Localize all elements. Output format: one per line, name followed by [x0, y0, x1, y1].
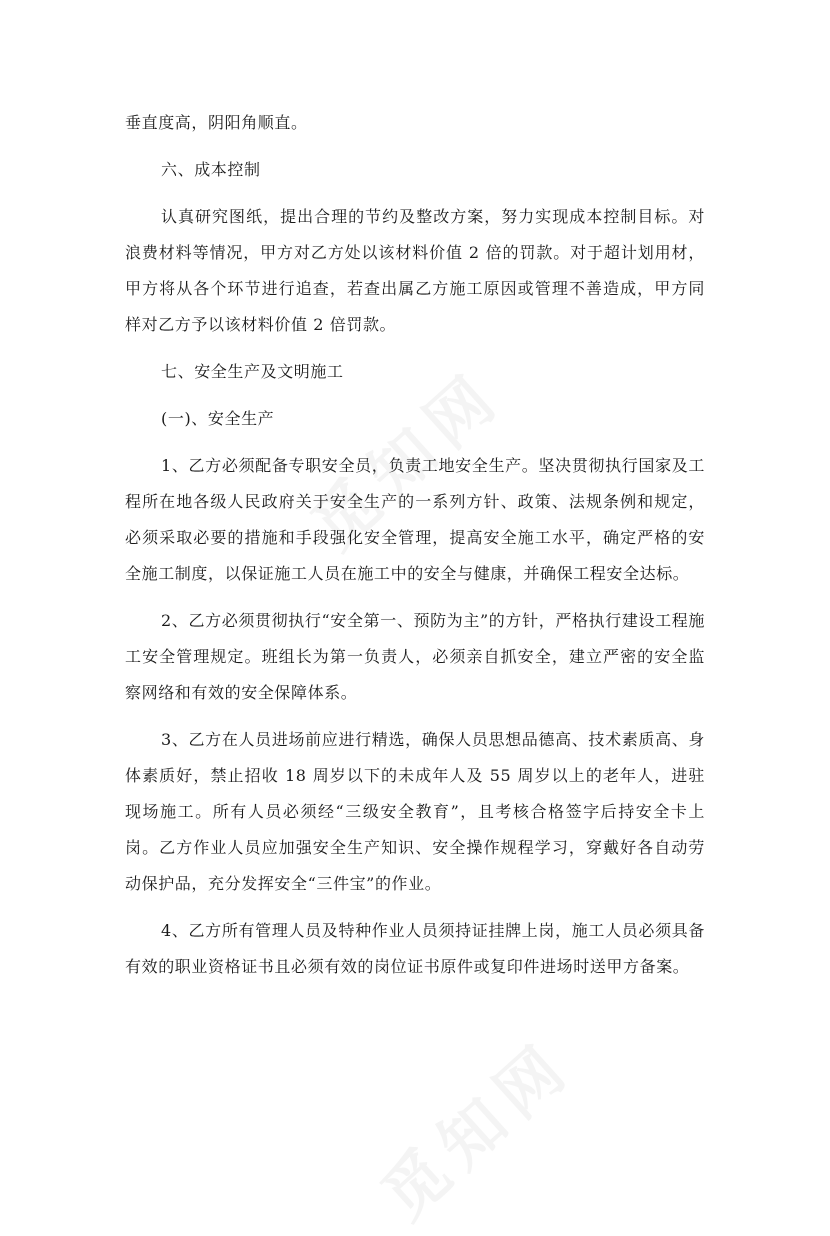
- paragraph-safety-item-2: 2、乙方必须贯彻执行“安全第一、预防为主”的方针，严格执行建设工程施工安全管理规定。班组长为第一负责人，必须亲自抓安全，建立严密的安全监察网络和有效的安全保障体系。: [125, 611, 705, 702]
- paragraph-continuation: 垂直度高，阴阳角顺直。: [125, 113, 308, 132]
- paragraph-safety-item-3: 3、乙方在人员进场前应进行精选，确保人员思想品德高、技术素质高、身体素质好，禁止招收 18 周岁以下的未成年人及 55 周岁以上的老年人，进驻现场施工。所有人员必须经“三级安全教育”，且考核合格签字后持安全卡上岗。乙方作业人员应加强安全生产知识、安全操作规程学习，穿戴好各自动劳动保护品，充分发挥安全“三件宝”的作业。: [125, 730, 705, 893]
- subsection-heading-safety-production: (一)、安全生产: [161, 409, 275, 428]
- document-body: [125, 105, 705, 996]
- section-heading-safety: 七、安全生产及文明施工: [161, 362, 344, 381]
- paragraph-safety-item-1: 1、乙方必须配备专职安全员，负责工地安全生产。坚决贯彻执行国家及工程所在地各级人民政府关于安全生产的一系列方针、政策、法规条例和规定，必须采取必要的措施和手段强化安全管理，提高安全施工水平，确定严格的安全施工制度，以保证施工人员在施工中的安全与健康，并确保工程安全达标。: [125, 456, 705, 583]
- watermark-logo: [359, 1016, 590, 1236]
- section-heading-cost-control: 六、成本控制: [161, 160, 261, 179]
- paragraph-cost-control: 认真研究图纸，提出合理的节约及整改方案，努力实现成本控制目标。对浪费材料等情况，甲方对乙方处以该材料价值 2 倍的罚款。对于超计划用材，甲方将从各个环节进行追查，若查出属乙方施工原因或管理不善造成，甲方同样对乙方予以该材料价值 2 倍罚款。: [125, 207, 705, 334]
- paragraph-safety-item-4: 4、乙方所有管理人员及特种作业人员须持证挂牌上岗，施工人员必须具备有效的职业资格证书且必须有效的岗位证书原件或复印件进场时送甲方备案。: [125, 921, 705, 976]
